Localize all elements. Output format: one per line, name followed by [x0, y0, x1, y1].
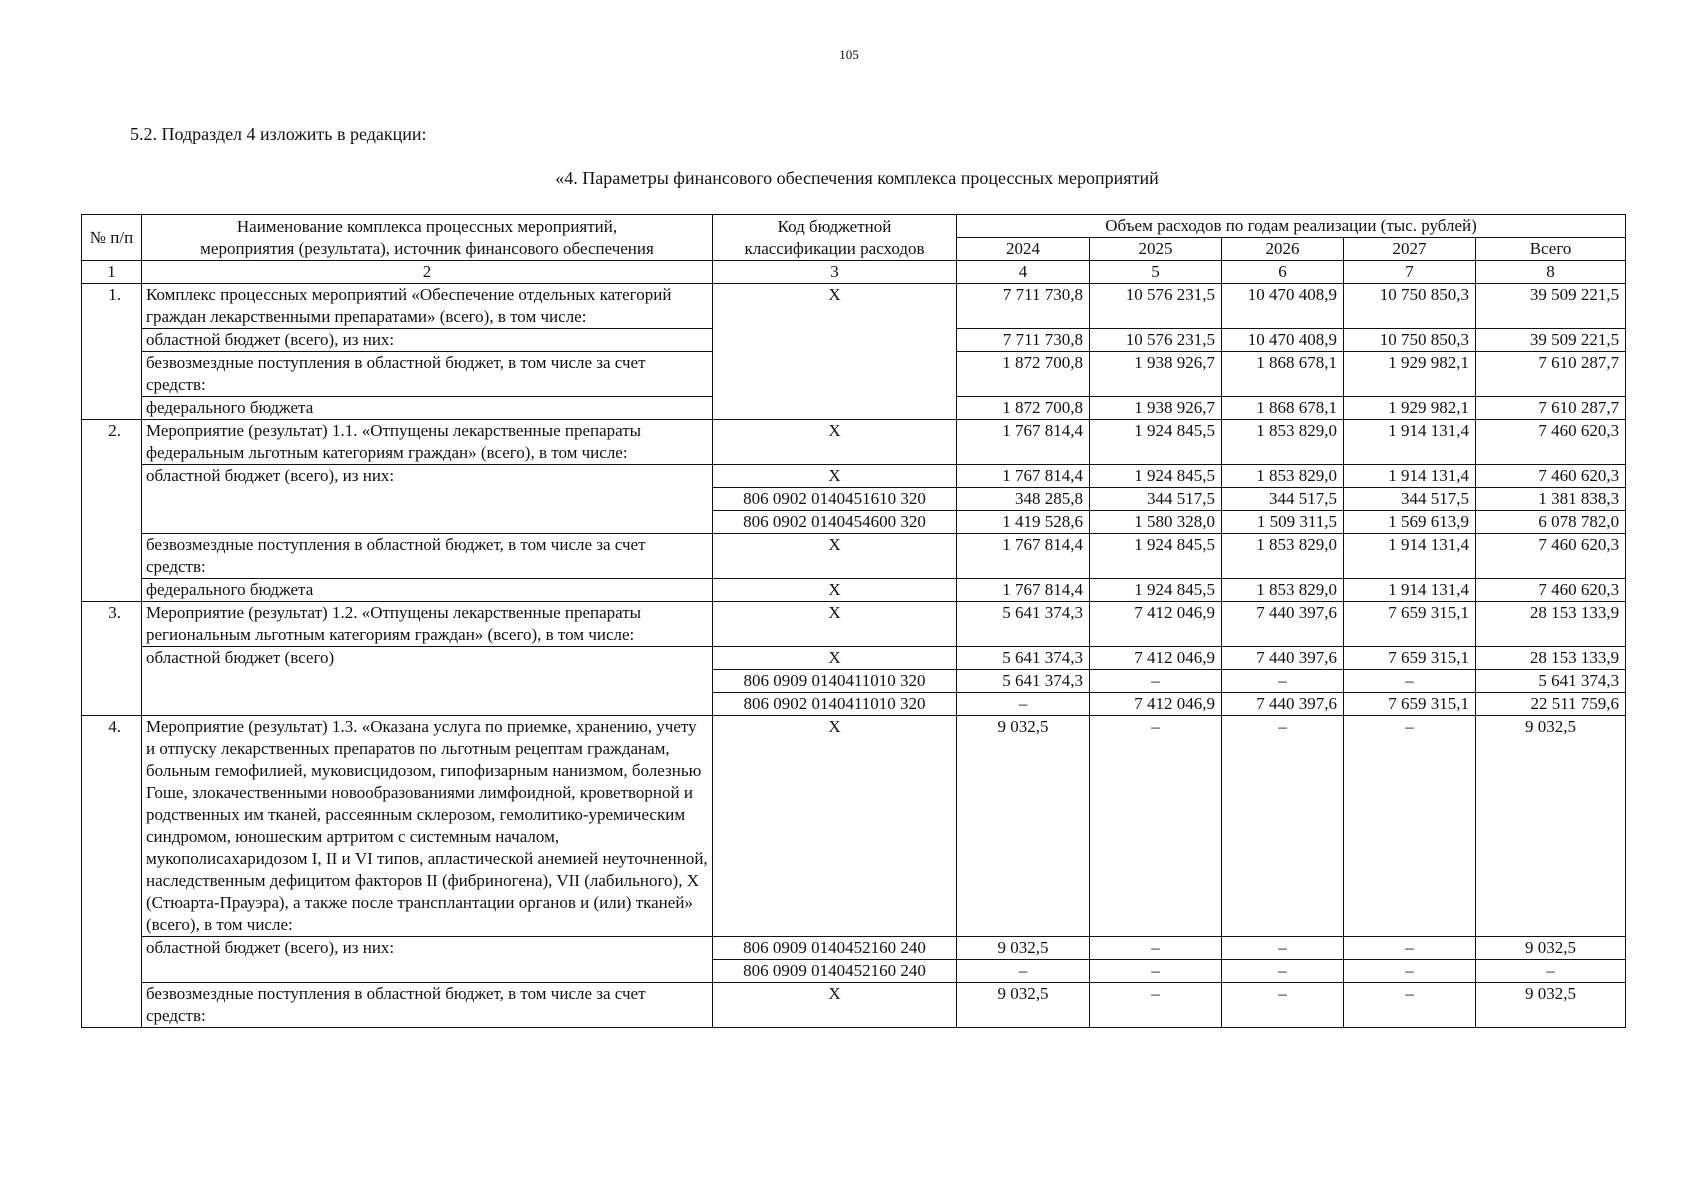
cell-2026: 10 470 408,9: [1222, 329, 1344, 352]
header-code-line2: классификации расходов: [744, 238, 925, 258]
cell-2025: –: [1090, 937, 1222, 960]
cell-2027: 7 659 315,1: [1344, 693, 1476, 716]
cell-2027: 1 914 131,4: [1344, 420, 1476, 465]
cell-total: 39 509 221,5: [1476, 329, 1626, 352]
cell-2025: 1 924 845,5: [1090, 420, 1222, 465]
header-name: [142, 215, 713, 261]
header-code-line1: Код бюджетной: [777, 216, 892, 236]
row-code: 806 0909 0140452160 240: [713, 937, 957, 960]
cell-2027: –: [1344, 960, 1476, 983]
cell-2026: 7 440 397,6: [1222, 602, 1344, 647]
row-name: Комплекс процессных мероприятий «Обеспечение отдельных категорий граждан лекарственными препаратами» (всего), в том числе:: [142, 284, 713, 329]
cell-total: 7 460 620,3: [1476, 465, 1626, 488]
row-code: Х: [713, 647, 957, 670]
cell-2027: –: [1344, 937, 1476, 960]
cell-2027: 1 914 131,4: [1344, 579, 1476, 602]
cell-2026: –: [1222, 960, 1344, 983]
table-row: [82, 602, 1626, 647]
cell-total: 6 078 782,0: [1476, 511, 1626, 534]
table-caption: «4. Параметры финансового обеспечения комплекса процессных мероприятий: [555, 168, 1159, 188]
row-name: Мероприятие (результат) 1.1. «Отпущены лекарственные препараты федеральным льготным категориям граждан» (всего), в том числе:: [142, 420, 713, 465]
cell-total: 7 610 287,7: [1476, 352, 1626, 397]
cell-2027: 1 929 982,1: [1344, 352, 1476, 397]
cell-total: 9 032,5: [1476, 937, 1626, 960]
cell-2024: 5 641 374,3: [957, 602, 1090, 647]
row-name: Мероприятие (результат) 1.2. «Отпущены лекарственные препараты региональным льготным категориям граждан» (всего), в том числе:: [142, 602, 713, 647]
header-volume: Объем расходов по годам реализации (тыс. рублей): [957, 215, 1626, 238]
header-row-numbers: [82, 261, 1626, 284]
cell-2024: 1 767 814,4: [957, 579, 1090, 602]
cell-2027: 10 750 850,3: [1344, 329, 1476, 352]
row-name: федерального бюджета: [142, 397, 713, 420]
row-index: 2.: [82, 420, 142, 602]
cell-2025: 7 412 046,9: [1090, 693, 1222, 716]
cell-2025: –: [1090, 960, 1222, 983]
cell-2026: 1 868 678,1: [1222, 352, 1344, 397]
cell-2027: 7 659 315,1: [1344, 647, 1476, 670]
header-name-line1: Наименование комплекса процессных мероприятий,: [236, 216, 618, 236]
cell-2025: 10 576 231,5: [1090, 329, 1222, 352]
cell-2027: –: [1344, 670, 1476, 693]
cell-2026: –: [1222, 716, 1344, 937]
cell-2024: 1 767 814,4: [957, 534, 1090, 579]
row-code: 806 0902 0140451610 320: [713, 488, 957, 511]
cell-2027: 1 929 982,1: [1344, 397, 1476, 420]
cell-2026: –: [1222, 983, 1344, 1028]
cell-total: 7 460 620,3: [1476, 420, 1626, 465]
cell-2024: 1 767 814,4: [957, 465, 1090, 488]
cell-2026: 7 440 397,6: [1222, 693, 1344, 716]
cell-2024: 7 711 730,8: [957, 284, 1090, 329]
col-number: 3: [713, 261, 957, 284]
table-row: [82, 465, 1626, 488]
cell-2025: 1 580 328,0: [1090, 511, 1222, 534]
cell-2025: 7 412 046,9: [1090, 602, 1222, 647]
header-year-2024: 2024: [957, 238, 1090, 261]
cell-2026: –: [1222, 937, 1344, 960]
cell-2025: –: [1090, 670, 1222, 693]
table-row: [82, 647, 1626, 670]
cell-2024: 1 767 814,4: [957, 420, 1090, 465]
cell-2026: 1 853 829,0: [1222, 465, 1344, 488]
cell-2024: 1 419 528,6: [957, 511, 1090, 534]
cell-2024: –: [957, 693, 1090, 716]
financing-table: [81, 214, 1626, 1028]
cell-total: –: [1476, 960, 1626, 983]
cell-2026: 7 440 397,6: [1222, 647, 1344, 670]
header-row-1: [82, 215, 1626, 238]
col-number: 4: [957, 261, 1090, 284]
cell-2027: –: [1344, 983, 1476, 1028]
header-year-2027: 2027: [1344, 238, 1476, 261]
row-name: безвозмездные поступления в областной бюджет, в том числе за счет средств:: [142, 983, 713, 1028]
cell-2024: 1 872 700,8: [957, 397, 1090, 420]
row-code: 806 0902 0140411010 320: [713, 693, 957, 716]
table-row: [82, 579, 1626, 602]
header-name-line2: мероприятия (результата), источник финансового обеспечения: [200, 238, 654, 258]
cell-2024: 7 711 730,8: [957, 329, 1090, 352]
row-code: Х: [713, 534, 957, 579]
cell-2024: 5 641 374,3: [957, 647, 1090, 670]
header-year-2026: 2026: [1222, 238, 1344, 261]
cell-2024: 9 032,5: [957, 937, 1090, 960]
cell-total: 22 511 759,6: [1476, 693, 1626, 716]
table-row: [82, 937, 1626, 960]
page-number: 105: [839, 47, 859, 62]
cell-2026: 1 853 829,0: [1222, 579, 1344, 602]
cell-total: 9 032,5: [1476, 716, 1626, 937]
row-code: 806 0902 0140454600 320: [713, 511, 957, 534]
cell-total: 28 153 133,9: [1476, 602, 1626, 647]
col-number: 5: [1090, 261, 1222, 284]
header-code: [713, 215, 957, 261]
table-row: [82, 420, 1626, 465]
col-number: 7: [1344, 261, 1476, 284]
cell-2025: –: [1090, 716, 1222, 937]
row-code: Х: [713, 716, 957, 937]
row-name: Мероприятие (результат) 1.3. «Оказана услуга по приемке, хранению, учету и отпуску лекарственных препаратов по льготным рецептам гражданам, больным гемофилией, муковисцидозом, гипофизарным нанизмом, болезнью Гоше, злокачественными новообразованиями лимфоидной, кроветворной и родственных им тканей, рассеянным склерозом, гемолитико-уремическим синдромом, юношеским артритом с системным началом, мукополисахаридозом I, II и VI типов, апластической анемией неуточненной, наследственным дефицитом факторов II (фибриногена), VII (лабильного), X (Стюарта-Прауэра), а также после трансплантации органов и (или) тканей» (всего), в том числе:: [142, 716, 713, 937]
cell-2025: 1 924 845,5: [1090, 534, 1222, 579]
row-code: Х: [713, 465, 957, 488]
cell-total: 28 153 133,9: [1476, 647, 1626, 670]
cell-2027: 344 517,5: [1344, 488, 1476, 511]
row-code: 806 0909 0140411010 320: [713, 670, 957, 693]
row-name: областной бюджет (всего), из них:: [142, 465, 713, 534]
cell-2025: 1 924 845,5: [1090, 579, 1222, 602]
row-code: Х: [713, 284, 957, 420]
col-number: 8: [1476, 261, 1626, 284]
cell-2025: 7 412 046,9: [1090, 647, 1222, 670]
cell-2026: 344 517,5: [1222, 488, 1344, 511]
cell-total: 5 641 374,3: [1476, 670, 1626, 693]
header-total: Всего: [1476, 238, 1626, 261]
cell-2025: 1 938 926,7: [1090, 397, 1222, 420]
cell-2025: 344 517,5: [1090, 488, 1222, 511]
row-index: 3.: [82, 602, 142, 716]
row-index: 4.: [82, 716, 142, 1028]
cell-2025: 10 576 231,5: [1090, 284, 1222, 329]
row-name: областной бюджет (всего), из них:: [142, 937, 713, 983]
row-name: областной бюджет (всего), из них:: [142, 329, 713, 352]
col-number: 1: [82, 261, 142, 284]
row-code: Х: [713, 602, 957, 647]
row-name: федерального бюджета: [142, 579, 713, 602]
cell-2027: 1 914 131,4: [1344, 534, 1476, 579]
cell-2024: –: [957, 960, 1090, 983]
cell-2024: 9 032,5: [957, 983, 1090, 1028]
cell-2027: 1 569 613,9: [1344, 511, 1476, 534]
header-no: № п/п: [82, 215, 142, 261]
cell-total: 1 381 838,3: [1476, 488, 1626, 511]
row-name: безвозмездные поступления в областной бюджет, в том числе за счет средств:: [142, 352, 713, 397]
cell-2027: 1 914 131,4: [1344, 465, 1476, 488]
cell-total: 39 509 221,5: [1476, 284, 1626, 329]
row-code: 806 0909 0140452160 240: [713, 960, 957, 983]
cell-2025: 1 938 926,7: [1090, 352, 1222, 397]
table-row: [82, 534, 1626, 579]
cell-2025: –: [1090, 983, 1222, 1028]
table-row: [82, 716, 1626, 937]
cell-2024: 9 032,5: [957, 716, 1090, 937]
row-code: Х: [713, 579, 957, 602]
intro-text: 5.2. Подраздел 4 изложить в редакции:: [130, 124, 427, 144]
cell-2026: 1 853 829,0: [1222, 534, 1344, 579]
cell-2027: –: [1344, 716, 1476, 937]
table-row: [82, 284, 1626, 329]
col-number: 2: [142, 261, 713, 284]
row-index: 1.: [82, 284, 142, 420]
cell-total: 9 032,5: [1476, 983, 1626, 1028]
cell-total: 7 610 287,7: [1476, 397, 1626, 420]
cell-2024: 348 285,8: [957, 488, 1090, 511]
row-code: Х: [713, 420, 957, 465]
cell-2024: 5 641 374,3: [957, 670, 1090, 693]
col-number: 6: [1222, 261, 1344, 284]
row-name: безвозмездные поступления в областной бюджет, в том числе за счет средств:: [142, 534, 713, 579]
cell-2026: 10 470 408,9: [1222, 284, 1344, 329]
cell-2026: 1 853 829,0: [1222, 420, 1344, 465]
cell-2027: 7 659 315,1: [1344, 602, 1476, 647]
cell-total: 7 460 620,3: [1476, 579, 1626, 602]
cell-2027: 10 750 850,3: [1344, 284, 1476, 329]
cell-2026: 1 509 311,5: [1222, 511, 1344, 534]
cell-2026: 1 868 678,1: [1222, 397, 1344, 420]
header-year-2025: 2025: [1090, 238, 1222, 261]
cell-2024: 1 872 700,8: [957, 352, 1090, 397]
cell-total: 7 460 620,3: [1476, 534, 1626, 579]
row-code: Х: [713, 983, 957, 1028]
table-row: [82, 983, 1626, 1028]
cell-2026: –: [1222, 670, 1344, 693]
row-name: областной бюджет (всего): [142, 647, 713, 716]
cell-2025: 1 924 845,5: [1090, 465, 1222, 488]
